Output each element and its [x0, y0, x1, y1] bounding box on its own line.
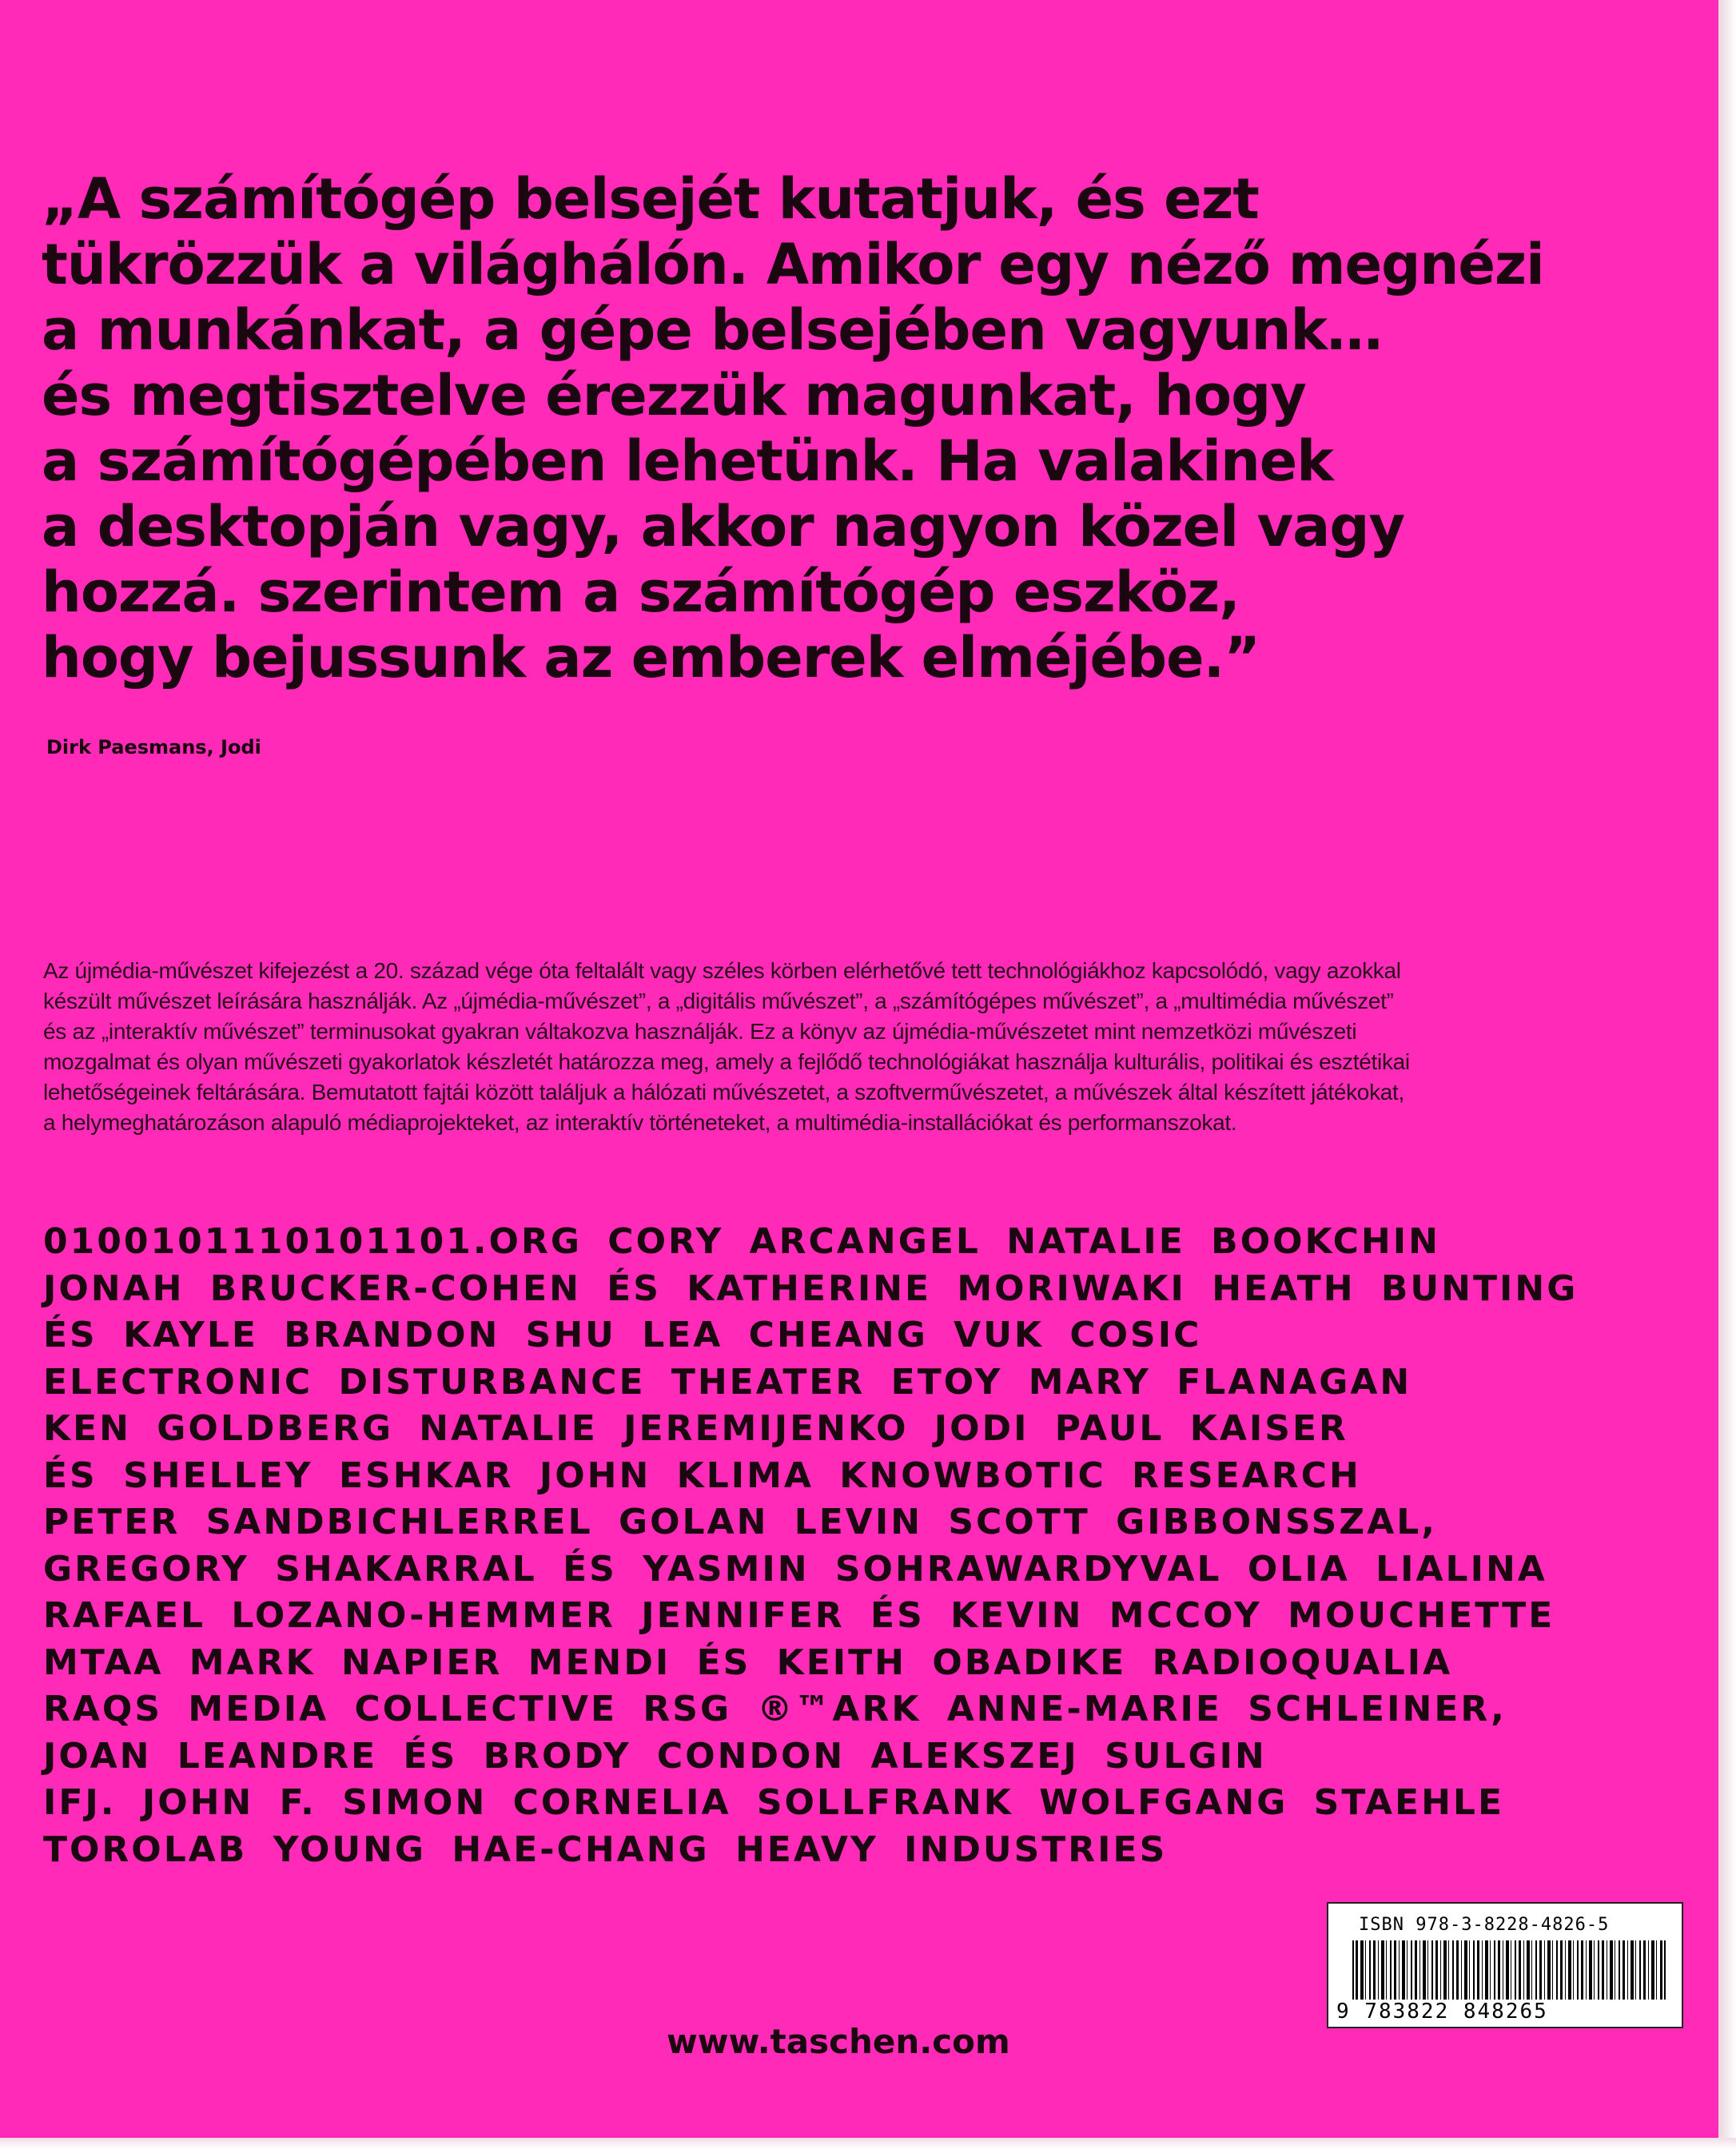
quote-line: tükrözzük a világhálón. Amikor egy néző megnézi [42, 232, 1544, 297]
quote-line: „A számítógép belsejét kutatjuk, és ezt [42, 166, 1259, 232]
artist-list-line: ELECTRONIC DISTURBANCE THEATER ETOY MARY FLANAGAN [43, 1361, 1412, 1403]
barcode-icon [1352, 1940, 1666, 2001]
artist-list-line: RAFAEL LOZANO-HEMMER JENNIFER ÉS KEVIN MCCOY MOUCHETTE [43, 1595, 1555, 1636]
description-line: és az „interaktív művészet” terminusokat gyakran váltakozva használják. Ez a könyv az újmédia-művészetet mint nemzetközi művészeti [43, 1019, 1357, 1044]
quote-attribution: Dirk Paesmans, Jodi [46, 736, 261, 758]
isbn-number: ISBN 978-3-8228-4826-5 [1359, 1915, 1610, 1935]
quote-line: a desktopján vagy, akkor nagyon közel vagy [42, 494, 1405, 559]
artist-list-line: JOAN LEANDRE ÉS BRODY CONDON ALEKSZEJ SULGIN [43, 1735, 1267, 1777]
artist-list-line: 0100101110101101.ORG CORY ARCANGEL NATALIE BOOKCHIN [43, 1221, 1440, 1262]
quote-line: hogy bejussunk az emberek elméjébe.” [42, 625, 1260, 690]
description-line: Az újmédia-művészet kifejezést a 20. század vége óta feltalált vagy széles körben elérhetővé tett technológiákhoz kapcsolódó, vagy azokkal [43, 958, 1401, 983]
artist-list-line: RAQS MEDIA COLLECTIVE RSG ®™ARK ANNE-MARIE SCHLEINER, [43, 1689, 1507, 1729]
quote-line: és megtisztelve érezzük magunkat, hogy [42, 363, 1306, 428]
artist-list [43, 1219, 1602, 1873]
description-paragraph [43, 956, 1562, 1138]
quote-line: a munkánkat, a gépe belsejében vagyunk… [42, 297, 1382, 363]
isbn-barcode-label [1327, 1902, 1683, 2028]
cover-edge [0, 2138, 1736, 2149]
quote [42, 166, 1544, 690]
artist-list-line: PETER SANDBICHLERREL GOLAN LEVIN SCOTT GIBBONSSZAL, [43, 1502, 1438, 1542]
publisher-website: www.taschen.com [667, 2022, 1010, 2061]
artist-list-line: ÉS KAYLE BRANDON SHU LEA CHEANG VUK COSIC [43, 1315, 1202, 1355]
artist-list-line: GREGORY SHAKARRAL ÉS YASMIN SOHRAWARDYVAL OLIA LIALINA [43, 1548, 1547, 1590]
artist-list-line: TOROLAB YOUNG HAE-CHANG HEAVY INDUSTRIES [43, 1829, 1168, 1870]
description-line: lehetőségeinek feltárására. Bemutatott fajtái között találjuk a hálózati művészetet, a szoftverművészetet, a művészek által készített játékokat, [43, 1080, 1405, 1104]
artist-list-line: JONAH BRUCKER-COHEN ÉS KATHERINE MORIWAKI HEATH BUNTING [43, 1268, 1579, 1309]
description-line: a helymeghatározáson alapuló médiaprojekteket, az interaktív történeteket, a multimédia-installációkat és performanszokat. [43, 1110, 1237, 1135]
quote-line: a számítógépében lehetünk. Ha valakinek [42, 428, 1333, 494]
artist-list-line: IFJ. JOHN F. SIMON CORNELIA SOLLFRANK WOLFGANG STAEHLE [43, 1782, 1504, 1823]
artist-list-line: KEN GOLDBERG NATALIE JEREMIJENKO JODI PAUL KAISER [43, 1408, 1348, 1449]
description-line: készült művészet leírására használják. Az „újmédia-művészet”, a „digitális művészet”, a „számítógépes művészet”, a „multimédia művészet” [43, 989, 1394, 1013]
barcode-digits: 9 783822 848265 [1336, 2000, 1677, 2024]
artist-list-line: ÉS SHELLEY ESHKAR JOHN KLIMA KNOWBOTIC RESEARCH [43, 1455, 1361, 1496]
artist-list-line: MTAA MARK NAPIER MENDI ÉS KEITH OBADIKE RADIOQUALIA [43, 1642, 1453, 1683]
cover-edge [1718, 0, 1736, 2149]
description-line: mozgalmat és olyan művészeti gyakorlatok készletét határozza meg, amely a fejlődő technológiákat használja kulturális, politikai és esztétikai [43, 1049, 1410, 1074]
quote-line: hozzá. szerintem a számítógép eszköz, [42, 559, 1240, 625]
